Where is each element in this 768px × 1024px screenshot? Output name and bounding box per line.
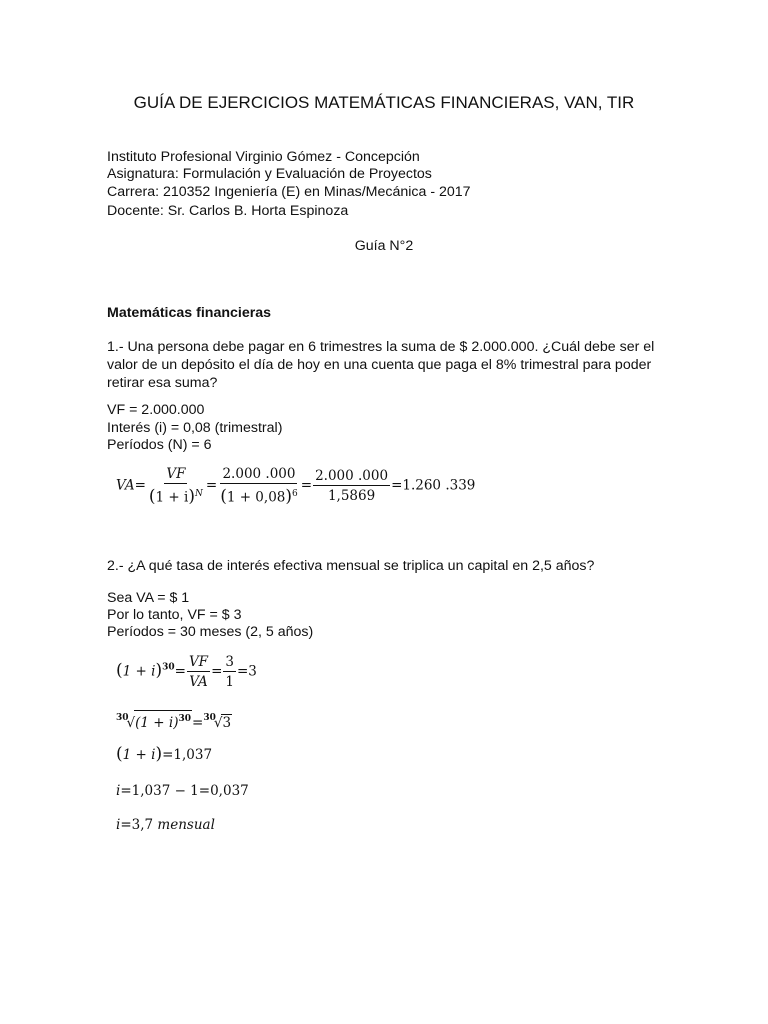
denominator-exponent: N [195, 489, 203, 499]
paren-open: ( [220, 486, 227, 507]
paren-open: ( [116, 744, 123, 764]
formula-eq-4: = [391, 477, 403, 494]
step-4-lhs: i [116, 783, 121, 799]
step-4-expression: 1,037 − 1 [131, 783, 199, 799]
step-4-eq: = [120, 783, 132, 799]
paren-close: ) [285, 486, 293, 507]
fraction-3-numerator: 2.000 .000 [315, 467, 389, 484]
root-index: 30 [116, 713, 129, 723]
step-1-eq-3: = [236, 663, 249, 680]
step-5-eq: = [120, 817, 132, 833]
formula-fraction-1 [147, 466, 205, 506]
exercise-2-periods: Períodos = 30 meses (2, 5 años) [107, 624, 314, 640]
paren-open: ( [116, 660, 123, 681]
step-3-body: 1 + i [122, 747, 156, 763]
paren-close: ) [155, 744, 163, 764]
header-career: Carrera: 210352 Ingeniería (E) en Minas/Mecánica - 2017 [107, 184, 471, 200]
step-5-unit: mensual [157, 817, 215, 833]
fraction-3-denominator: 1,5869 [327, 487, 376, 504]
step-5-value: 3,7 [131, 817, 154, 833]
exercise-1-formula [116, 466, 475, 506]
exercise-2-vf: Por lo tanto, VF = $ 3 [107, 607, 242, 623]
exercise-2-step-1 [116, 654, 257, 690]
formula-fraction-2 [218, 466, 300, 506]
paren-close: ) [155, 660, 163, 681]
step-3-result: 1,037 [173, 747, 213, 763]
radical-sign-icon: √ [213, 715, 223, 731]
step-4-eq-2: = [198, 783, 211, 799]
denominator-exponent: 6 [292, 489, 298, 499]
radical-sign-icon: √ [126, 715, 136, 731]
exercise-2-step-2 [116, 710, 232, 732]
header-teacher: Docente: Sr. Carlos B. Horta Espinoza [107, 203, 349, 219]
denominator-body: 1 + i [155, 489, 189, 506]
step-3-eq: = [162, 747, 174, 763]
step-1-fraction-1 [187, 654, 210, 690]
step-1-result: 3 [248, 663, 257, 680]
formula-eq-3: = [300, 477, 313, 494]
radicand-exponent: 30 [178, 714, 192, 724]
header-institute: Instituto Profesional Virginio Gómez - Concepción [107, 149, 420, 165]
exercise-1-vf: VF = 2.000.000 [107, 402, 205, 418]
radicand [134, 710, 192, 732]
radicand-body: (1 + i) [135, 715, 179, 731]
step-1-fraction-2 [223, 654, 236, 690]
step-1-eq-2: = [211, 663, 223, 680]
paren-open: ( [148, 486, 156, 507]
formula-lhs: VA [116, 477, 135, 494]
fraction-denominator: VA [189, 674, 208, 690]
radicand-2: 3 [222, 715, 232, 731]
guide-number: Guía N°2 [354, 238, 414, 254]
fraction-2-numerator: 2.000 .000 [222, 466, 296, 482]
fraction-numerator: VF [188, 654, 209, 670]
fraction-2-denominator [218, 484, 300, 506]
exercise-2-step-4 [116, 783, 249, 800]
root-index-2: 30 [203, 713, 216, 723]
step-4-result: 0,037 [210, 783, 249, 799]
exercise-2-va: Sea VA = $ 1 [107, 590, 190, 606]
document-title: GUÍA DE EJERCICIOS MATEMÁTICAS FINANCIERAS, VAN, TIR [133, 93, 635, 112]
step-1-exponent: 30 [162, 662, 175, 673]
exercise-1-statement: 1.- Una persona debe pagar en 6 trimestres la suma de $ 2.000.000. ¿Cuál debe ser el valor de un depósito el día de hoy en una cuenta que paga el 8% trimestral para poder retirar esa suma? [107, 339, 655, 391]
fraction-numerator: 3 [225, 654, 234, 670]
exercise-2-statement: 2.- ¿A qué tasa de interés efectiva mensual se triplica un capital en 2,5 años? [107, 558, 595, 574]
formula-eq-2: = [205, 477, 218, 494]
exercise-1-interest: Interés (i) = 0,08 (trimestral) [107, 420, 283, 436]
step-5-lhs: i [116, 817, 121, 833]
step-1-body: 1 + i [122, 663, 156, 680]
section-heading: Matemáticas financieras [107, 305, 272, 321]
exercise-2-step-5 [116, 817, 215, 834]
fraction-1-denominator [147, 484, 205, 506]
exercise-1-periods: Períodos (N) = 6 [107, 437, 212, 453]
step-2-eq: = [192, 715, 204, 731]
step-1-eq: = [174, 663, 186, 680]
formula-fraction-3 [313, 468, 390, 504]
fraction-1-numerator: VF [166, 466, 186, 482]
formula-eq: = [134, 477, 146, 494]
header-subject: Asignatura: Formulación y Evaluación de Proyectos [107, 166, 432, 182]
paren-close: ) [188, 486, 195, 507]
fraction-denominator: 1 [225, 674, 234, 690]
denominator-body: 1 + 0,08 [226, 489, 286, 506]
formula-result: 1.260 .339 [402, 477, 476, 494]
exercise-2-step-3 [116, 746, 212, 764]
